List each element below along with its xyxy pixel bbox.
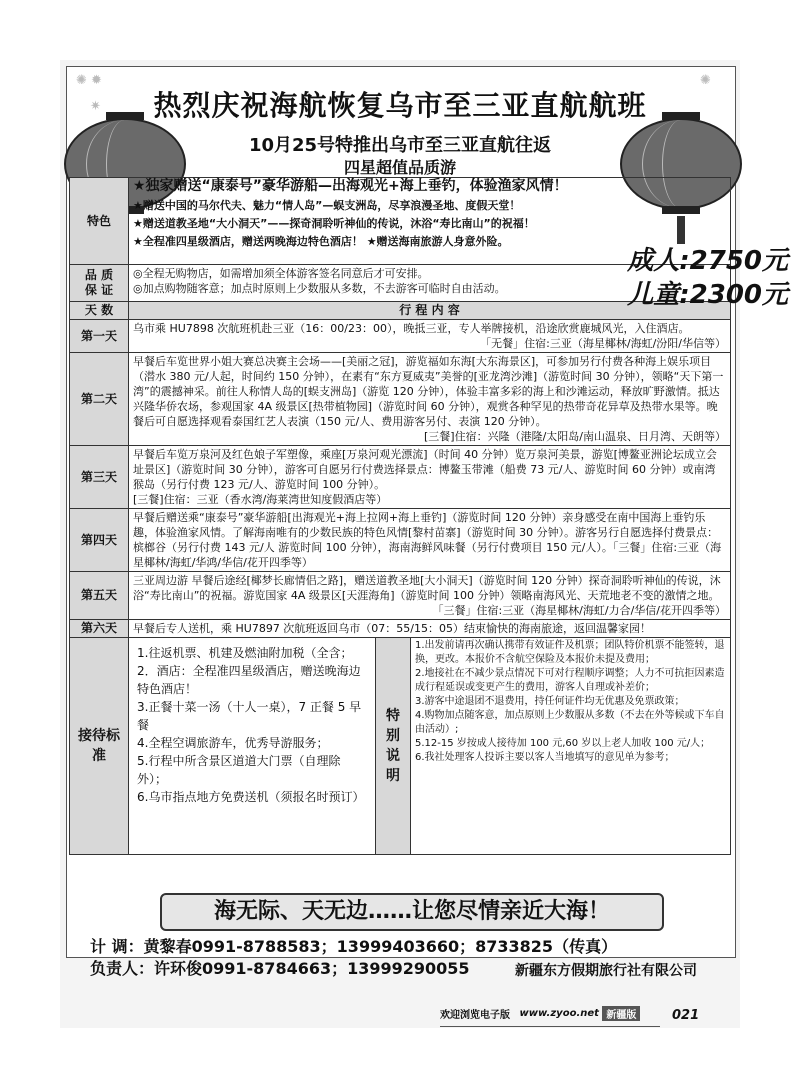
itinerary-row [70,572,731,620]
features-headline: ★独家赠送“康泰号”豪华游船—出海观光+海上垂钓，体验渔家风情！ [133,178,568,194]
page-tagline: 四星超值品质游 [343,158,456,177]
quality-label-line: 品 质 [84,268,114,282]
day-lodging: [三餐]住宿：三亚（香水湾/海莱湾世知度假酒店等） [133,493,388,506]
footer-welcome: 欢迎浏览电子版 [440,1010,510,1021]
notes-item: 5.12-15 岁按成人接待加 100 元,60 岁以上老人加收 100 元/人； [415,738,711,749]
day-text: 早餐后车览世界小姐大赛总决赛主会场——[美丽之冠]，游览福如东海[大东海景区]，可参加另行付费各种海上娱乐项目（潜水 380 元/人起，时间约 150 分钟），在素有“东方夏威夷”美誉的[亚龙湾沙滩]（游览时间 30 分钟），领略“天下第一湾”的震撼神采。前往人称情人岛的[蜈支洲岛]（游览 120 分钟），体验丰富多彩的海上和沙滩运动，释放旷野激情。抵达兴隆华侨农场，参观国家 4A 级景区[热带植物园]（游览时间 60 分钟），观赏各种罕见的热带奇花异草及热带水果等。晚餐后可自愿选择观看泰国红艺人表演（150 元/人、费用游客另付、表演 120 分钟）。 [133,355,724,428]
day-label: 第二天 [70,353,129,446]
notes-item: 4.购物加点随客意，加点原则上少数服从多数（不去在外等候或下车自由活动）; [415,710,725,735]
itinerary-row [70,353,731,446]
reception-item: 1.往返机票、机建及燃油附加税（全含； [137,646,353,660]
reception-label: 接待标准 [70,638,129,855]
day-content [129,320,731,353]
quality-line: ◎加点购物随客意；加点时原则上少数服从多数，不去游客可临时自由活动。 [133,282,506,295]
page-number: 021 [672,1008,700,1023]
day-lodging: [三餐]住宿：兴隆（港隆/太阳岛/南山温泉、日月湾、天朗等） [424,430,726,443]
itinerary-row [70,446,731,509]
day-content [129,353,731,446]
day-label: 第四天 [70,509,129,572]
terms-row [70,638,731,855]
reception-cell [129,638,376,855]
footer-edition-badge: 新疆版 [602,1006,640,1021]
price-adult: 成人:2750元 [627,246,788,276]
quality-label [70,265,129,302]
day-text: 早餐后车览万泉河及红色娘子军塑像，乘座[万泉河观光漂流]（时间 40 分钟）览万泉河美景，游览[博鳌亚洲论坛成立会址景区]（游览时间 30 分钟），游客可自愿另行付费选择景点：博鳌玉带滩（船费 73 元/人、游览时间 60 分钟）或南湾猴岛（另行付费 123 元/人、游览时间 100 分钟）。 [133,448,717,491]
day-label: 第五天 [70,572,129,620]
notes-cell [411,638,731,855]
day-text: 早餐后专人送机，乘 HU7897 次航班返回乌市（07：55/15：05）结束愉快的海南旅途，返回温馨家园！ [133,622,652,635]
itinerary-row [70,509,731,572]
price-child: 儿童:2300元 [627,280,788,310]
planner-contact: 计 调：黄黎春0991-8788583；13999403660；8733825（传真） [90,937,618,956]
features-item: ★赠送中国的马尔代夫、魅力“情人岛”—蜈支洲岛，尽享浪漫圣地、度假天堂！ [133,199,521,212]
day-text: 早餐后赠送乘“康泰号”豪华游船[出海观光+海上拉网+海上垂钓]（游览时间 120 分钟）亲身感受在南中国海上垂钓乐趣，体验渔家风情。了解海南唯有的少数民族的特色风情[黎村苗寨]（游览时间 30 分钟）。游客另行自愿选择付费景点：槟榔谷（另行付费 143 元/人 游览时间 100 分钟），海南海鲜风味餐（另行付费项目 150 元/人）。「三餐」住宿:三亚（海星椰林/海虹/华鸿/华信/花开四季等） [133,511,722,569]
day-label: 第三天 [70,446,129,509]
slogan-banner: 海无际、天无边……让您尽情亲近大海！ [160,893,664,931]
firework-decoration: ✺ [700,73,711,88]
day-text: 三亚周边游 早餐后途经[椰梦长廊情侣之路]，赠送道教圣地[大小洞天]（游览时间 120 分钟）探奇洞聆听神仙的传说，沐浴“寿比南山”的祝福。游览国家 4A 级景区[天涯海角]（游览时间 100 分钟）领略南海风光、天荒地老不变的激情之地。 [133,574,721,602]
day-content [129,446,731,509]
reception-item: 2．酒店：全程准四星级酒店，赠送晚海边 特色酒店！ [137,664,361,696]
company-name: 新疆东方假期旅行社有限公司 [515,963,697,979]
features-item: ★全程准四星级酒店，赠送两晚海边特色酒店！ ★赠送海南旅游人身意外险。 [133,235,509,248]
reception-item: 3.正餐十菜一汤（十人一桌），7 正餐 5 早餐 [137,700,362,732]
content-header: 行 程 内 容 [129,302,731,320]
footer-site-link[interactable]: www.zyoo.net [519,1008,599,1019]
day-label: 第六天 [70,620,129,638]
firework-decoration: ✺ ✹ [76,73,102,88]
day-lodging: 「三餐」住宿:三亚（海星椰林/海虹/力合/华信/花开四季等） [432,604,726,617]
itinerary-row [70,620,731,638]
manager-contact: 负责人：许环俊0991-8784663；13999290055 [90,959,470,978]
day-label: 第一天 [70,320,129,353]
notes-label: 特别说明 [376,638,411,855]
day-lodging: 「无餐」住宿:三亚（海星椰林/海虹/汾阳/华信等） [480,337,726,350]
reception-item: 6.乌市指点地方免费送机（须报名时预订） [137,790,365,804]
notes-item: 2.地接社在不减少景点情况下可对行程顺序调整；人力不可抗拒因素造成行程延误或变更产生的费用，游客人自理或补差价； [415,668,725,693]
days-header: 天 数 [70,302,129,320]
day-text: 乌市乘 HU7898 次航班机赴三亚（16：00/23：00），晚抵三亚，专人举牌接机，沿途欣赏鹿城风光，入住酒店。 [133,322,690,335]
firework-decoration: ✷ [90,99,101,114]
day-content [129,620,731,638]
reception-item: 4.全程空调旅游车，优秀导游服务； [137,736,329,750]
quality-label-line: 保 证 [84,283,114,297]
notes-item: 3.游客中途退团不退费用，持任何证件均无优惠及免票政策； [415,696,685,707]
page-subtitle: 10月25号特推出乌市至三亚直航往返 [248,135,552,156]
reception-item: 5.行程中所含景区道道大门票（自理除外）； [137,754,341,786]
day-content [129,509,731,572]
notes-item: 6.我社处理客人投诉主要以客人当地填写的意见单为参考； [415,752,675,763]
quality-line: ◎全程无购物店，如需增加须全体游客签名同意后才可安排。 [133,267,429,280]
features-label: 特色 [70,178,129,265]
page-title: 热烈庆祝海航恢复乌市至三亚直航航班 [153,89,647,122]
day-content [129,572,731,620]
notes-item: 1.出发前请再次确认携带有效证件及机票；团队特价机票不能签转，退换，更改。本报价不含航空保险及本报价未提及费用； [415,640,725,665]
footer-bar [440,1006,660,1027]
features-item: ★赠送道教圣地“大小洞天”——探奇洞聆听神仙的传说，沐浴“寿比南山”的祝福！ [133,217,535,230]
itinerary-row [70,320,731,353]
